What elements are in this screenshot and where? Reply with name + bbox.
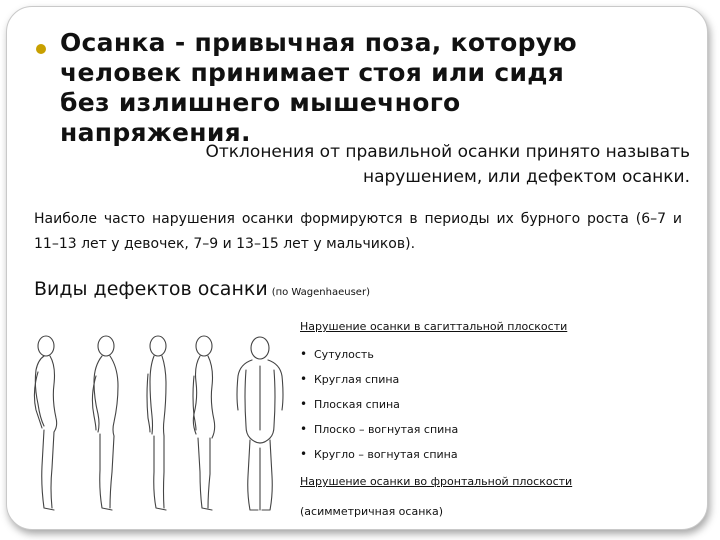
title-line: напряжения.: [60, 118, 251, 147]
list-item: • Плоско – вогнутая спина: [300, 417, 680, 442]
list-item: • Кругло – вогнутая спина: [300, 442, 680, 467]
title-line: человек принимает стоя или сидя: [60, 58, 565, 87]
figure-flat-concave-back: [193, 336, 215, 510]
figure-round-back: [92, 336, 118, 510]
subtitle-line: нарушением, или дефектом осанки.: [362, 167, 690, 187]
list-item: • Круглая спина: [300, 367, 680, 392]
figure-kyphosis: [34, 336, 56, 510]
sagittal-items: [300, 342, 680, 467]
types-heading-text: Виды дефектов осанки: [34, 278, 268, 300]
sagittal-heading: Нарушение осанки в сагиттальной плоскости: [300, 320, 568, 333]
title-bullet-icon: [36, 44, 46, 54]
body-paragraph: Наиболе часто нарушения осанки формируются в периоды их бурного роста (6–7 и 11–13 лет у девочек, 7–9 и 13–15 лет у мальчиков).: [34, 211, 682, 252]
list-item: • Сутулость: [300, 342, 680, 367]
title-line: Осанка - привычная поза, которую: [60, 28, 577, 57]
frontal-note: (асимметричная осанка): [300, 505, 444, 518]
figure-flat-back: [147, 336, 166, 510]
types-heading: [34, 278, 370, 300]
types-source: (по Wagenhaeuser): [271, 287, 370, 298]
subtitle: [140, 140, 690, 190]
figure-back-view: [237, 337, 283, 510]
list-item: • Плоская спина: [300, 392, 680, 417]
defect-types-list: [300, 318, 680, 532]
frontal-heading: Нарушение осанки во фронтальной плоскости: [300, 475, 573, 488]
subtitle-line: Отклонения от правильной осанки принято называть: [205, 142, 690, 162]
posture-figures-illustration: [14, 326, 294, 526]
title-line: без излишнего мышечного: [60, 88, 461, 117]
slide-title: [60, 28, 680, 148]
